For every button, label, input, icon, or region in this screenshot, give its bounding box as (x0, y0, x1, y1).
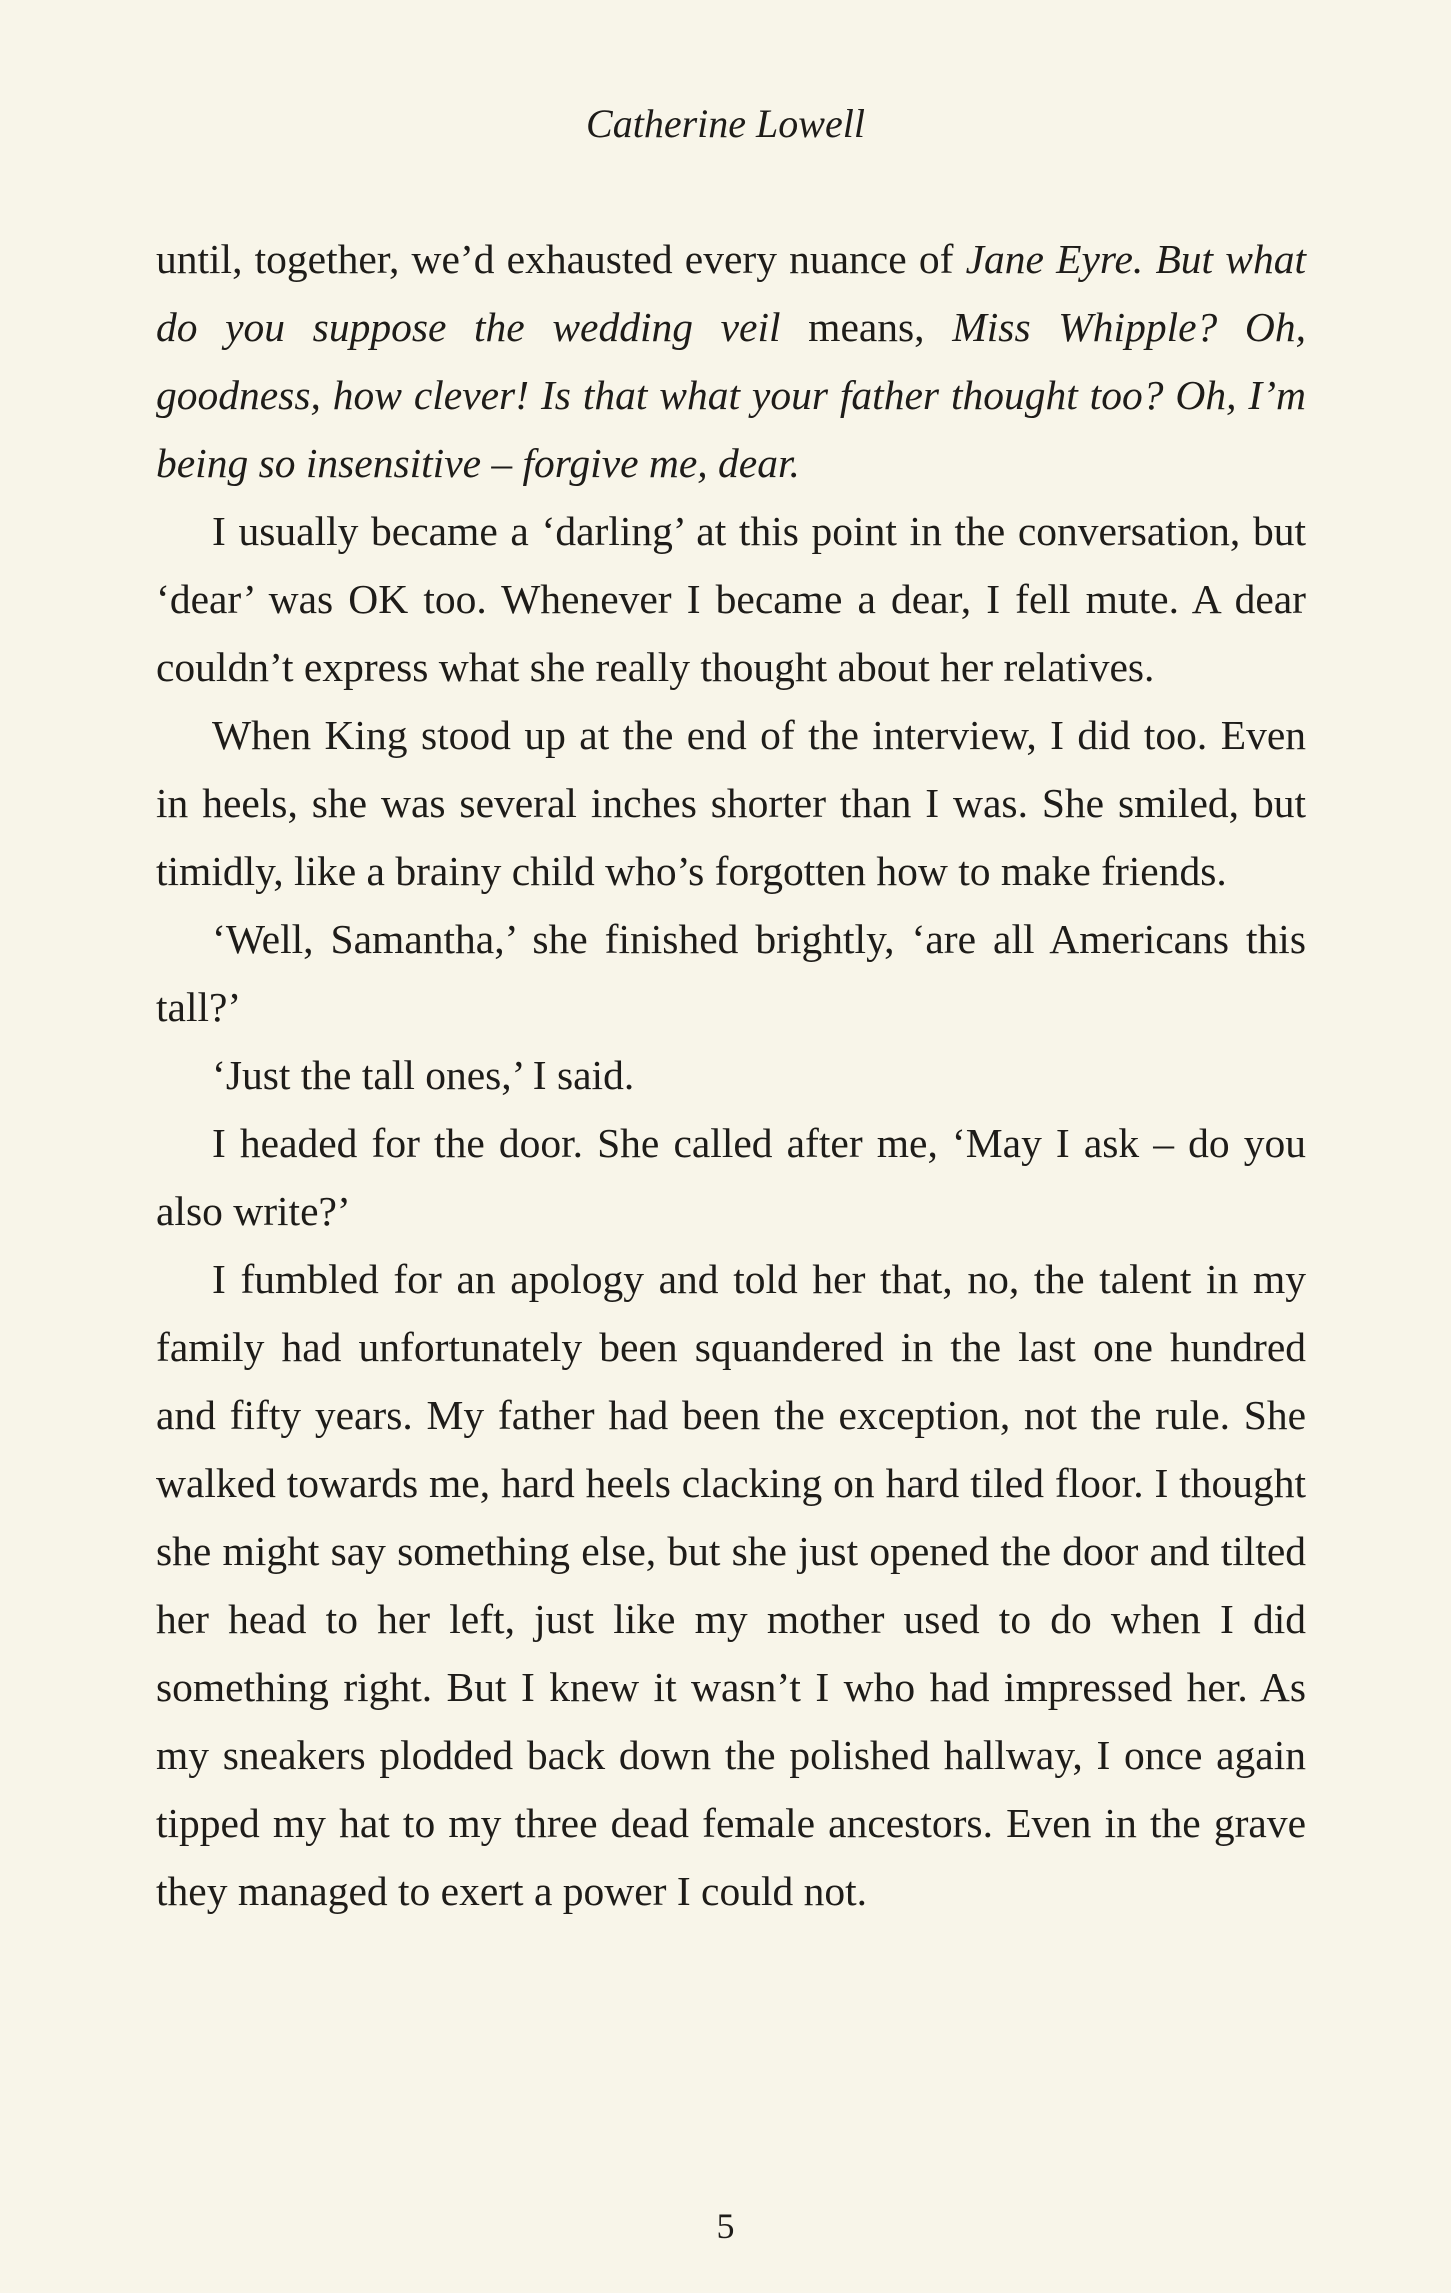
paragraph: I fumbled for an apology and told her that, no, the talent in my family had unfortunately been squandered in the last one hundred and fifty years. My father had been the exception, not the rule. She walked towards me, hard heels clacking on hard tiled floor. I thought she might say something else, but she just opened the door and tilted her head to her left, just like my mother used to do when I did something right. But I knew it wasn’t I who had impressed her. As my sneakers plodded back down the polished hallway, I once again tipped my hat to my three dead female ancestors. Even in the grave they managed to exert a power I could not. (156, 1256, 1306, 1914)
paragraph: I headed for the door. She called after me, ‘May I ask – do you also write?’ (156, 1120, 1306, 1234)
paragraph-1-roman-b: means, (780, 304, 953, 350)
paragraph-1-italic-b: Miss Whipple? Oh, goodness, how clever! Is that what your father thought too? Oh, I’m being so insensitive – forgive me, dear. (156, 304, 1306, 486)
paragraph: ‘Just the tall ones,’ I said. (212, 1052, 635, 1098)
paragraph: When King stood up at the end of the interview, I did too. Even in heels, she was several inches shorter than I was. She smiled, but timidly, like a brainy child who’s forgotten how to make friends. (156, 712, 1306, 894)
paragraph: I usually became a ‘darling’ at this point in the conversation, but ‘dear’ was OK too. Whenever I became a dear, I fell mute. A dear couldn’t express what she really thought about her relatives. (156, 508, 1306, 690)
paragraph-1 (156, 225, 1306, 497)
paragraph-1-italic-a: Jane Eyre. But what do you suppose the wedding veil (156, 236, 1306, 350)
page-number: 5 (716, 2206, 735, 2246)
running-head: Catherine Lowell (586, 101, 865, 146)
paragraph-1-roman-a: until, together, we’d exhausted every nuance of (156, 236, 966, 282)
body-text (156, 225, 1306, 1925)
paragraph: ‘Well, Samantha,’ she finished brightly, ‘are all Americans this tall?’ (156, 916, 1306, 1030)
